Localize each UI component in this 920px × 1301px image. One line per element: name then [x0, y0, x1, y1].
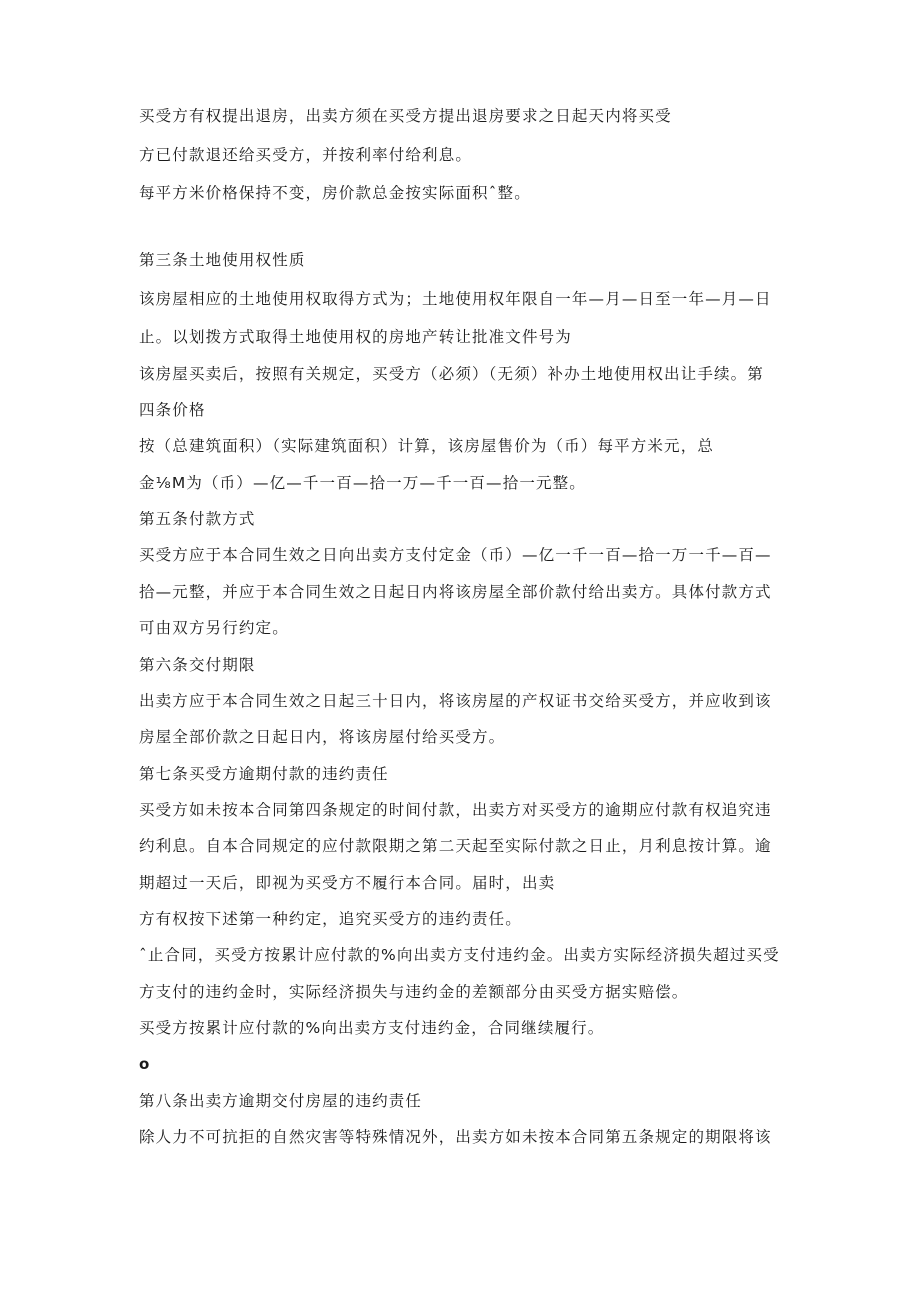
- text-line: 每平方米价格保持不变，房价款总金按实际面积ˆ整。: [139, 184, 531, 202]
- text-line: 止。以划拨方式取得土地使用权的房地产转让批准文件号为: [139, 328, 572, 346]
- text-line: 拾—元整，并应于本合同生效之日起日内将该房屋全部价款付给出卖方。具体付款方式: [139, 583, 772, 601]
- text-line: 该房屋买卖后，按照有关规定，买受方（必须）（无须）补办土地使用权出让手续。第: [139, 365, 764, 383]
- section-heading-4: 四条价格: [139, 401, 206, 419]
- text-line: 方支付的违约金时，实际经济损失与违约金的差额部分由买受方据实赔偿。: [139, 983, 689, 1001]
- stray-mark: o: [139, 1055, 151, 1073]
- text-line: 出卖方应于本合同生效之日起三十日内，将该房屋的产权证书交给买受方，并应收到该: [139, 692, 772, 710]
- text-line: 买受方应于本合同生效之日向出卖方支付定金（币）—亿一千一百—拾一万一千—百—: [139, 546, 772, 564]
- text-line: 方已付款退还给买受方，并按利率付给利息。: [139, 146, 473, 164]
- text-line: 房屋全部价款之日起日内，将该房屋付给买受方。: [139, 728, 506, 746]
- text-line: 买受方按累计应付款的%向出卖方支付违约金，合同继续履行。: [139, 1019, 605, 1037]
- text-line: 除人力不可抗拒的自然灾害等特殊情况外，出卖方如未按本合同第五条规定的期限将该: [139, 1128, 772, 1146]
- section-heading-8: 第八条出卖方逾期交付房屋的违约责任: [139, 1092, 423, 1110]
- text-line: 可由双方另行约定。: [139, 619, 289, 637]
- text-line: 期超过一天后，即视为买受方不履行本合同。届时，出卖: [139, 874, 556, 892]
- section-heading-6: 第六条交付期限: [139, 656, 256, 674]
- text-line: 该房屋相应的土地使用权取得方式为；土地使用权年限自一年—月—日至一年—月—日: [139, 290, 772, 308]
- section-heading-7: 第七条买受方逾期付款的违约责任: [139, 765, 389, 783]
- text-line: 买受方如未按本合同第四条规定的时间付款，出卖方对买受方的逾期应付款有权追究违: [139, 801, 772, 819]
- section-heading-3: 第三条土地使用权性质: [139, 251, 306, 269]
- text-line: ˆ止合同，买受方按累计应付款的%向出卖方支付违约金。出卖方实际经济损失超过买受: [139, 946, 780, 964]
- text-line: 方有权按下述第一种约定，追究买受方的违约责任。: [139, 910, 522, 928]
- text-line: 金⅛M为（币）—亿—千一百—拾一万—千一百—拾一元整。: [139, 474, 586, 492]
- text-line: 约利息。自本合同规定的应付款限期之第二天起至实际付款之日止，月利息按计算。逾: [139, 837, 772, 855]
- text-line: 买受方有权提出退房，出卖方须在买受方提出退房要求之日起天内将买受: [139, 107, 672, 125]
- text-line: 按（总建筑面积）（实际建筑面积）计算，该房屋售价为（币）每平方米元，总: [139, 437, 715, 455]
- section-heading-5: 第五条付款方式: [139, 510, 256, 528]
